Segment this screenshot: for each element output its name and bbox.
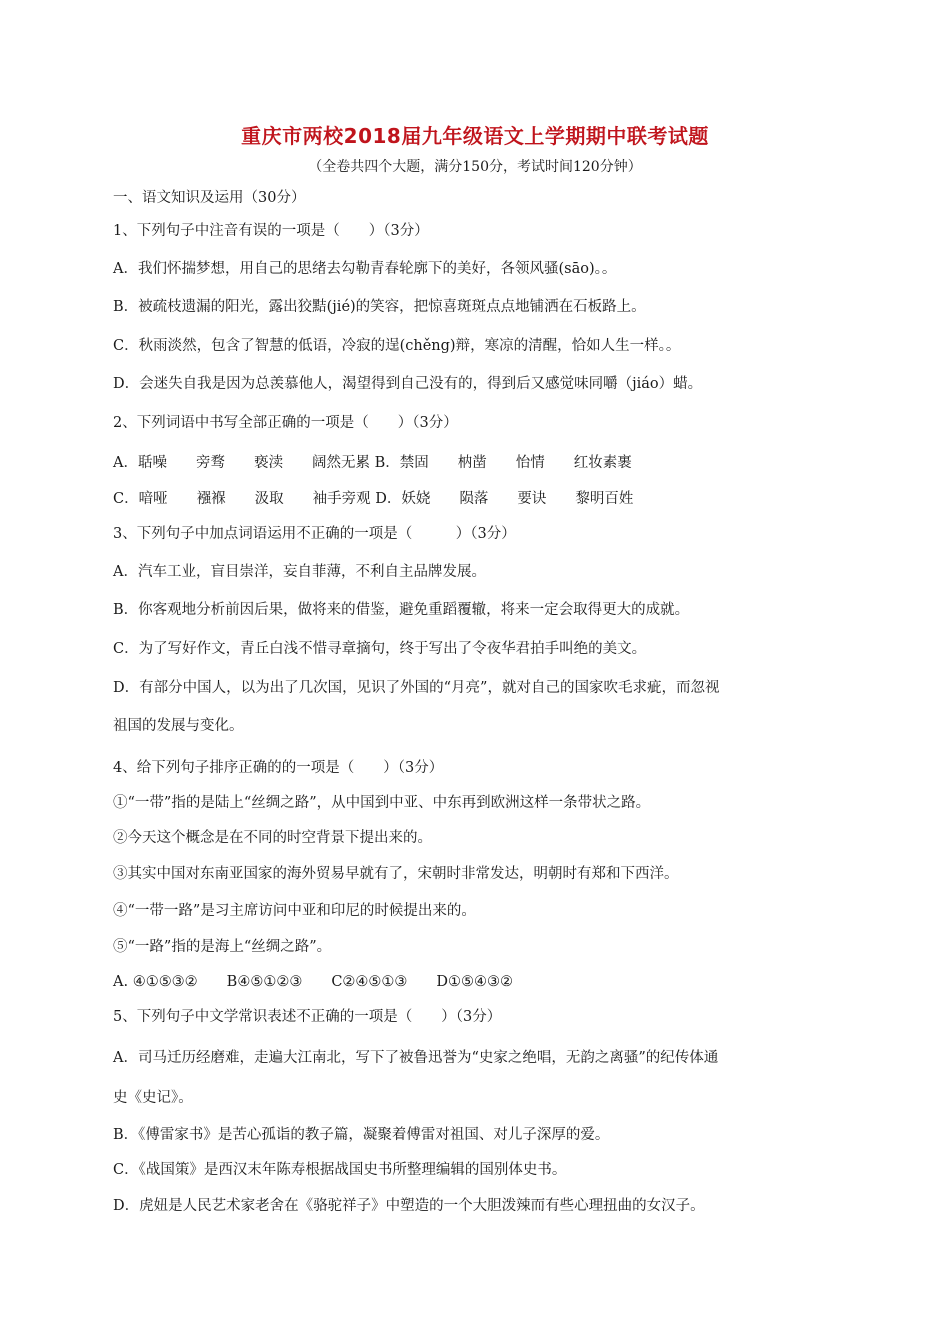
sentence-item: ①“一带”指的是陆上“丝绸之路”，从中国到中亚、中东再到欧洲这样一条带状之路。	[113, 795, 651, 811]
option-text-cont: 史《史记》。	[113, 1090, 193, 1106]
option-text: C．秋雨淡然，包含了智慧的低语，冷寂的逞(chěng)辩，寒凉的清醒，恰如人生一样。。	[113, 338, 681, 354]
section-heading: 一、语文知识及运用（30分）	[113, 190, 306, 206]
exam-subtitle: （全卷共四个大题，满分150分，考试时间120分钟）	[308, 159, 642, 175]
sentence-item: ④“一带一路”是习主席访问中亚和印尼的时候提出来的。	[113, 903, 476, 919]
question-3: 3、下列句子中加点词语运用不正确的一项是（ ）（3分）	[113, 526, 516, 542]
sentence-item: ⑤“一路”指的是海上“丝绸之路”。	[113, 939, 332, 955]
option-text: C．为了写好作文，青丘白浅不惜寻章摘句，终于写出了令夜华君拍手叫绝的美文。	[113, 641, 647, 657]
sentence-item: ②今天这个概念是在不同的时空背景下提出来的。	[113, 830, 432, 846]
option-text: A．汽车工业，盲目崇洋，妄自菲薄，不利自主品牌发展。	[113, 564, 486, 580]
option-text: B．你客观地分析前因后果，做将来的借鉴，避免重蹈覆辙，将来一定会取得更大的成就。	[113, 602, 690, 618]
option-text: A．司马迁历经磨难，走遍大江南北，写下了被鲁迅誉为“史家之绝唱，无韵之离骚”的纪传体通	[113, 1050, 719, 1066]
option-text: B．《傅雷家书》是苦心孤诣的教子篇，凝聚着傅雷对祖国、对儿子深厚的爱。	[113, 1127, 610, 1143]
option-text: D．有部分中国人，以为出了几次国，见识了外国的“月亮”，就对自己的国家吹毛求疵，而忽视	[113, 680, 720, 696]
option-text: C．喑哑 襁褓 汲取 袖手旁观 D．妖娆 陨落 要诀 黎明百姓	[113, 491, 634, 507]
sentence-item: ③其实中国对东南亚国家的海外贸易早就有了，宋朝时非常发达，明朝时有郑和下西洋。	[113, 866, 679, 882]
option-text: D．虎妞是人民艺术家老舍在《骆驼祥子》中塑造的一个大胆泼辣而有些心理扭曲的女汉子。	[113, 1198, 705, 1214]
option-text: D．会迷失自我是因为总羡慕他人，渴望得到自己没有的，得到后又感觉味同嚼（jiáo）蜡。	[113, 376, 703, 392]
answer-options: A. ④①⑤③② B④⑤①②③ C②④⑤①③ D①⑤④③②	[113, 974, 514, 990]
question-2: 2、下列词语中书写全部正确的一项是（ ）（3分）	[113, 415, 458, 431]
option-text: A．聒噪 旁骛 亵渎 阔然无累 B．禁固 枘凿 怡情 红妆素裹	[113, 455, 632, 471]
question-5: 5、下列句子中文学常识表述不正确的一项是（ ）（3分）	[113, 1009, 502, 1025]
option-text: A．我们怀揣梦想，用自己的思绪去勾勒青春轮廓下的美好，各领风骚(sāo)。。	[113, 261, 617, 277]
option-text: B．被疏枝遗漏的阳光，露出狡黠(jié)的笑容，把惊喜斑斑点点地铺洒在石板路上。	[113, 299, 646, 315]
exam-title: 重庆市两校2018届九年级语文上学期期中联考试题	[241, 124, 709, 148]
option-text: C．《战国策》是西汉末年陈寿根据战国史书所整理编辑的国别体史书。	[113, 1162, 567, 1178]
option-text-cont: 祖国的发展与变化。	[113, 718, 244, 734]
question-1: 1、下列句子中注音有误的一项是（ ）（3分）	[113, 223, 429, 239]
question-4: 4、给下列句子排序正确的的一项是（ ）（3分）	[113, 760, 444, 776]
